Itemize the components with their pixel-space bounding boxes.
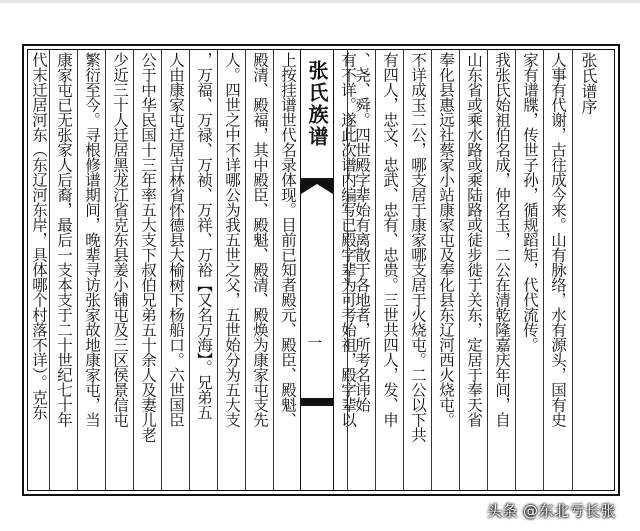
- text-column: 人由康家屯迁居吉林省怀德县大榆树下杨船口。六世国臣: [167, 52, 185, 427]
- text-column: 不详成玉二公，哪支居于康家哪支居于火烧屯。二公以下共: [409, 52, 427, 442]
- book-title: 张氏族谱: [305, 60, 329, 148]
- text-column: 殿清、殿福，其中殿臣、殿魁、殿清、殿焕为康家屯支先: [251, 52, 269, 427]
- text-column: 人。四世之中不详哪公为我五世之父，五世始分为五大支: [223, 52, 241, 427]
- text-column: 少近三十人迁居黑龙江省克东县姜小铺屯及三区侯景信屯: [111, 52, 129, 427]
- text-column: 奉化县惠远社蔡家小站康家屯及奉化县东辽河西火烧屯。: [437, 52, 455, 427]
- text-column: 有不详。遂此次谱内编写已殿字辈为可考始祖，殿字辈以: [339, 52, 357, 427]
- text-column: 家有谱牒，传世子孙，循规蹈矩，代代流传。: [521, 52, 539, 352]
- column-rule: [189, 49, 190, 491]
- text-column: 、尧、舜。四世殿字辈始有离散于各地者，所考名讳始: [353, 52, 371, 412]
- section-heading: 张氏谱序: [579, 52, 598, 114]
- text-column: 我张氏始祖伯名成，仲名玉，二公在清乾隆嘉庆年间，自: [493, 52, 511, 427]
- column-rule: [543, 49, 544, 491]
- text-column: 有四人，忠文、忠武、忠有、忠贵。三世共四人，发、申: [381, 52, 399, 427]
- column-rule: [133, 49, 134, 491]
- column-rule: [515, 49, 516, 491]
- column-rule: [273, 49, 274, 491]
- text-column: 上按挂谱世代名录体现。目前已知者殿元、殿臣、殿魁、: [279, 52, 297, 427]
- text-column: ，万福、万禄、万祯、万祥、万裕【又名万海】。兄弟五: [195, 52, 213, 420]
- column-rule: [161, 49, 162, 491]
- text-column: 繁衍至今。寻根修谱期间，晚辈寻访张家故地康家屯，当: [83, 52, 101, 427]
- text-column: 公于中华民国十三年率五大支下叔伯兄弟五十余人及妻儿老: [139, 52, 157, 442]
- text-column: 人事有代谢，古往成今来。山有脉络，水有源头，国有史: [549, 52, 567, 427]
- column-rule: [105, 49, 106, 491]
- fishtail-mark: [301, 178, 333, 194]
- bottom-mark: [301, 398, 333, 406]
- column-rule: [403, 49, 404, 491]
- page-number: 一: [305, 335, 323, 350]
- column-rule: [572, 49, 573, 491]
- column-rule: [77, 49, 78, 491]
- column-rule: [459, 49, 460, 491]
- column-rule: [49, 49, 50, 491]
- text-column: 山东省或乘水路或乘陆路或徒步徙于关东，定居于奉天省: [465, 52, 483, 427]
- scan-edge: [0, 0, 640, 3]
- text-column: 康家屯已无张家人后裔，最后一支本支于二十世纪七十年: [55, 52, 73, 427]
- watermark: 头条 @东北亏长张: [486, 502, 616, 520]
- text-column: 代末迁居河东（东辽河东岸，具体哪个村落不详）。克东: [30, 52, 48, 420]
- column-rule: [487, 49, 488, 491]
- column-rule: [217, 49, 218, 491]
- column-rule: [375, 49, 376, 491]
- column-rule: [431, 49, 432, 491]
- column-rule: [245, 49, 246, 491]
